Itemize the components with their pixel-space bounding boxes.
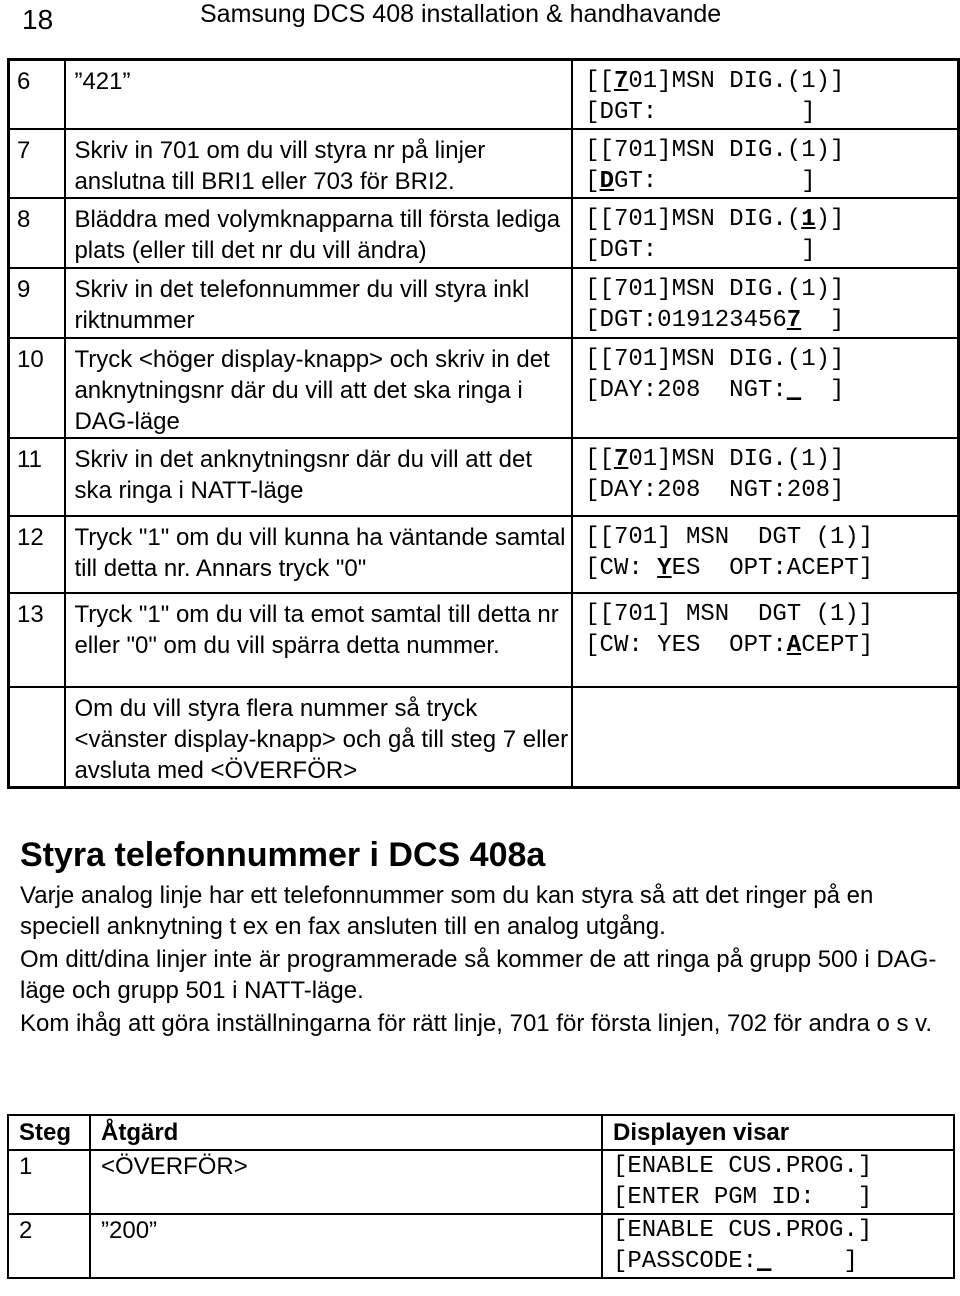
display-cell — [572, 268, 958, 338]
display-line: [DAY:208 NGT:_ ] — [585, 377, 845, 404]
display-line: [[701]MSN DIG.(1)] — [585, 206, 845, 233]
display-cell — [572, 516, 958, 593]
step-number: 2 — [8, 1214, 90, 1278]
step-number: 13 — [9, 593, 66, 687]
steps-table — [7, 58, 960, 789]
step-number: 12 — [9, 516, 66, 593]
display-line: [[701]MSN DIG.(1)] — [585, 446, 845, 473]
section-paragraph-1: Varje analog linje har ett telefonnummer som du kan styra så att det ringer på en speciell anknytning t ex en fax ansluten till en analog utgång. — [20, 882, 874, 940]
table-row — [8, 1214, 954, 1278]
section-title: Styra telefonnummer i DCS 408a — [20, 836, 546, 874]
step-number: 9 — [9, 268, 66, 338]
display-line: [PASSCODE:_ ] — [613, 1248, 858, 1275]
table-row — [9, 198, 959, 268]
table-header-row — [8, 1115, 954, 1150]
display-line: [CW: YES OPT:ACEPT] — [585, 632, 874, 659]
step-action: ”200” — [90, 1214, 602, 1278]
table-row — [9, 516, 959, 593]
page-number: 18 — [22, 4, 54, 35]
display-line: [DGT: ] — [585, 168, 816, 195]
display-line: [DAY:208 NGT:208] — [585, 477, 845, 504]
step-action: Skriv in det telefonnummer du vill styra inkl riktnummer — [65, 268, 572, 338]
table-row — [9, 338, 959, 438]
display-cell — [572, 687, 958, 788]
step-number: 8 — [9, 198, 66, 268]
step-number: 10 — [9, 338, 66, 438]
header-atgard: Åtgärd — [90, 1115, 602, 1150]
display-cell — [572, 129, 958, 198]
display-cell — [572, 60, 958, 130]
display-line: [ENABLE CUS.PROG.] — [613, 1217, 873, 1244]
display-line: [[701]MSN DIG.(1)] — [585, 346, 845, 373]
header-displayen-visar: Displayen visar — [602, 1115, 954, 1150]
display-line: [DGT:0191234567 ] — [585, 307, 845, 334]
display-cell — [572, 593, 958, 687]
section-paragraph-3: Kom ihåg att göra inställningarna för rätt linje, 701 för första linjen, 702 för andra o s v. — [20, 1010, 933, 1037]
page-header — [0, 0, 960, 44]
display-line: [ENTER PGM ID: ] — [613, 1184, 873, 1211]
display-line: [[701]MSN DIG.(1)] — [585, 68, 845, 95]
step-action: ”421” — [65, 60, 572, 130]
step-action: Tryck "1" om du vill ta emot samtal till detta nr eller "0" om du vill spärra detta nummer. — [65, 593, 572, 687]
step-action: Tryck <höger display-knapp> och skriv in det anknytningsnr där du vill att det ska ringa i DAG-läge — [65, 338, 572, 438]
step-action: Bläddra med volymknapparna till första lediga plats (eller till det nr du vill ändra) — [65, 198, 572, 268]
display-line: [DGT: ] — [585, 99, 816, 126]
table-row — [8, 1150, 954, 1214]
table-row — [9, 268, 959, 338]
display-cell — [602, 1214, 954, 1278]
table-row — [9, 593, 959, 687]
display-cell — [572, 338, 958, 438]
program-steps-table — [7, 1114, 955, 1279]
display-cell — [572, 438, 958, 516]
display-line: [DGT: ] — [585, 237, 816, 264]
display-line: [[701] MSN DGT (1)] — [585, 524, 874, 551]
step-action: Tryck "1" om du vill kunna ha väntande samtal till detta nr. Annars tryck "0" — [65, 516, 572, 593]
display-cell — [572, 198, 958, 268]
display-cell — [602, 1150, 954, 1214]
step-number: 6 — [9, 60, 66, 130]
display-line: [[701]MSN DIG.(1)] — [585, 137, 845, 164]
step-action: <ÖVERFÖR> — [90, 1150, 602, 1214]
display-line: [CW: YES OPT:ACEPT] — [585, 555, 874, 582]
display-line: [[701]MSN DIG.(1)] — [585, 276, 845, 303]
step-number — [9, 687, 66, 788]
step-number: 7 — [9, 129, 66, 198]
header-steg: Steg — [8, 1115, 90, 1150]
table-row — [9, 438, 959, 516]
step-action: Skriv in det anknytningsnr där du vill att det ska ringa i NATT-läge — [65, 438, 572, 516]
step-action: Skriv in 701 om du vill styra nr på linjer anslutna till BRI1 eller 703 för BRI2. — [65, 129, 572, 198]
table-row — [9, 129, 959, 198]
table-row — [9, 687, 959, 788]
display-line: [[701] MSN DGT (1)] — [585, 601, 874, 628]
step-number: 1 — [8, 1150, 90, 1214]
step-number: 11 — [9, 438, 66, 516]
table-row — [9, 60, 959, 130]
display-line: [ENABLE CUS.PROG.] — [613, 1153, 873, 1180]
section-paragraph-2: Om ditt/dina linjer inte är programmerade så kommer de att ringa på grupp 500 i DAG-läge och grupp 501 i NATT-läge. — [20, 946, 937, 1004]
step-action: Om du vill styra flera nummer så tryck <vänster display-knapp> och gå till steg 7 eller avsluta med <ÖVERFÖR> — [65, 687, 572, 788]
page-title: Samsung DCS 408 installation & handhavande — [200, 0, 722, 28]
